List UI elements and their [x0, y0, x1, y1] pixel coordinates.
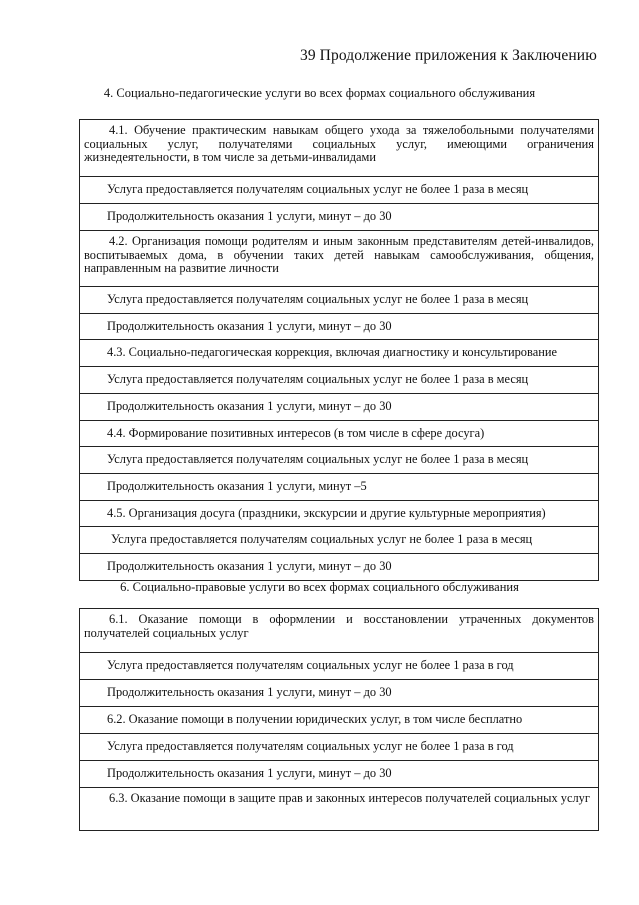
duration-row: Продолжительность оказания 1 услуги, минут – до 30 — [80, 679, 598, 706]
duration-row: Продолжительность оказания 1 услуги, минут – до 30 — [80, 760, 598, 787]
service-4-5-heading: 4.5. Организация досуга (праздники, экскурсии и другие культурные мероприятия) — [80, 500, 598, 526]
frequency-row: Услуга предоставляется получателям социальных услуг не более 1 раза в месяц — [80, 176, 598, 203]
service-4-4-heading: 4.4. Формирование позитивных интересов (в том числе в сфере досуга) — [80, 420, 598, 446]
section-4-table — [79, 119, 599, 581]
duration-row: Продолжительность оказания 1 услуги, минут – до 30 — [80, 313, 598, 339]
service-4-1-heading: 4.1. Обучение практическим навыкам общего ухода за тяжелобольными получателями социальных услуг, получателями социальных услуг, имеющими ограничения жизнедеятельности, в том числе за детьми-инвалидами — [84, 123, 594, 164]
service-4-3-heading: 4.3. Социально-педагогическая коррекция, включая диагностику и консультирование — [80, 339, 598, 366]
section-6-table — [79, 608, 599, 831]
frequency-row: Услуга предоставляется получателям социальных услуг не более 1 раза в год — [80, 652, 598, 679]
section-6-title: 6. Социально-правовые услуги во всех формах социального обслуживания — [120, 580, 519, 594]
duration-row: Продолжительность оказания 1 услуги, минут – до 30 — [80, 553, 598, 580]
service-6-1-heading: 6.1. Оказание помощи в оформлении и восстановлении утраченных документов получателей социальных услуг — [84, 612, 594, 640]
frequency-row: Услуга предоставляется получателям социальных услуг не более 1 раза в год — [80, 733, 598, 760]
duration-row: Продолжительность оказания 1 услуги, минут – до 30 — [80, 393, 598, 420]
service-6-3-heading: 6.3. Оказание помощи в защите прав и законных интересов получателей социальных услуг — [80, 787, 598, 830]
duration-row: Продолжительность оказания 1 услуги, минут –5 — [80, 473, 598, 500]
page-header: 39 Продолжение приложения к Заключению — [300, 47, 597, 64]
frequency-row: Услуга предоставляется получателям социальных услуг не более 1 раза в месяц — [80, 446, 598, 473]
frequency-row: Услуга предоставляется получателям социальных услуг не более 1 раза в месяц — [80, 526, 598, 553]
frequency-row: Услуга предоставляется получателям социальных услуг не более 1 раза в месяц — [80, 286, 598, 313]
service-6-2-heading: 6.2. Оказание помощи в получении юридических услуг, в том числе бесплатно — [80, 706, 598, 733]
section-4-title: 4. Социально-педагогические услуги во всех формах социального обслуживания — [103, 86, 536, 100]
frequency-row: Услуга предоставляется получателям социальных услуг не более 1 раза в месяц — [80, 366, 598, 393]
duration-row: Продолжительность оказания 1 услуги, минут – до 30 — [80, 203, 598, 230]
service-4-2-heading: 4.2. Организация помощи родителям и иным законным представителям детей-инвалидов, воспитываемых дома, в обучении таких детей навыкам самообслуживания, общения, направленным на развитие личности — [80, 230, 598, 286]
